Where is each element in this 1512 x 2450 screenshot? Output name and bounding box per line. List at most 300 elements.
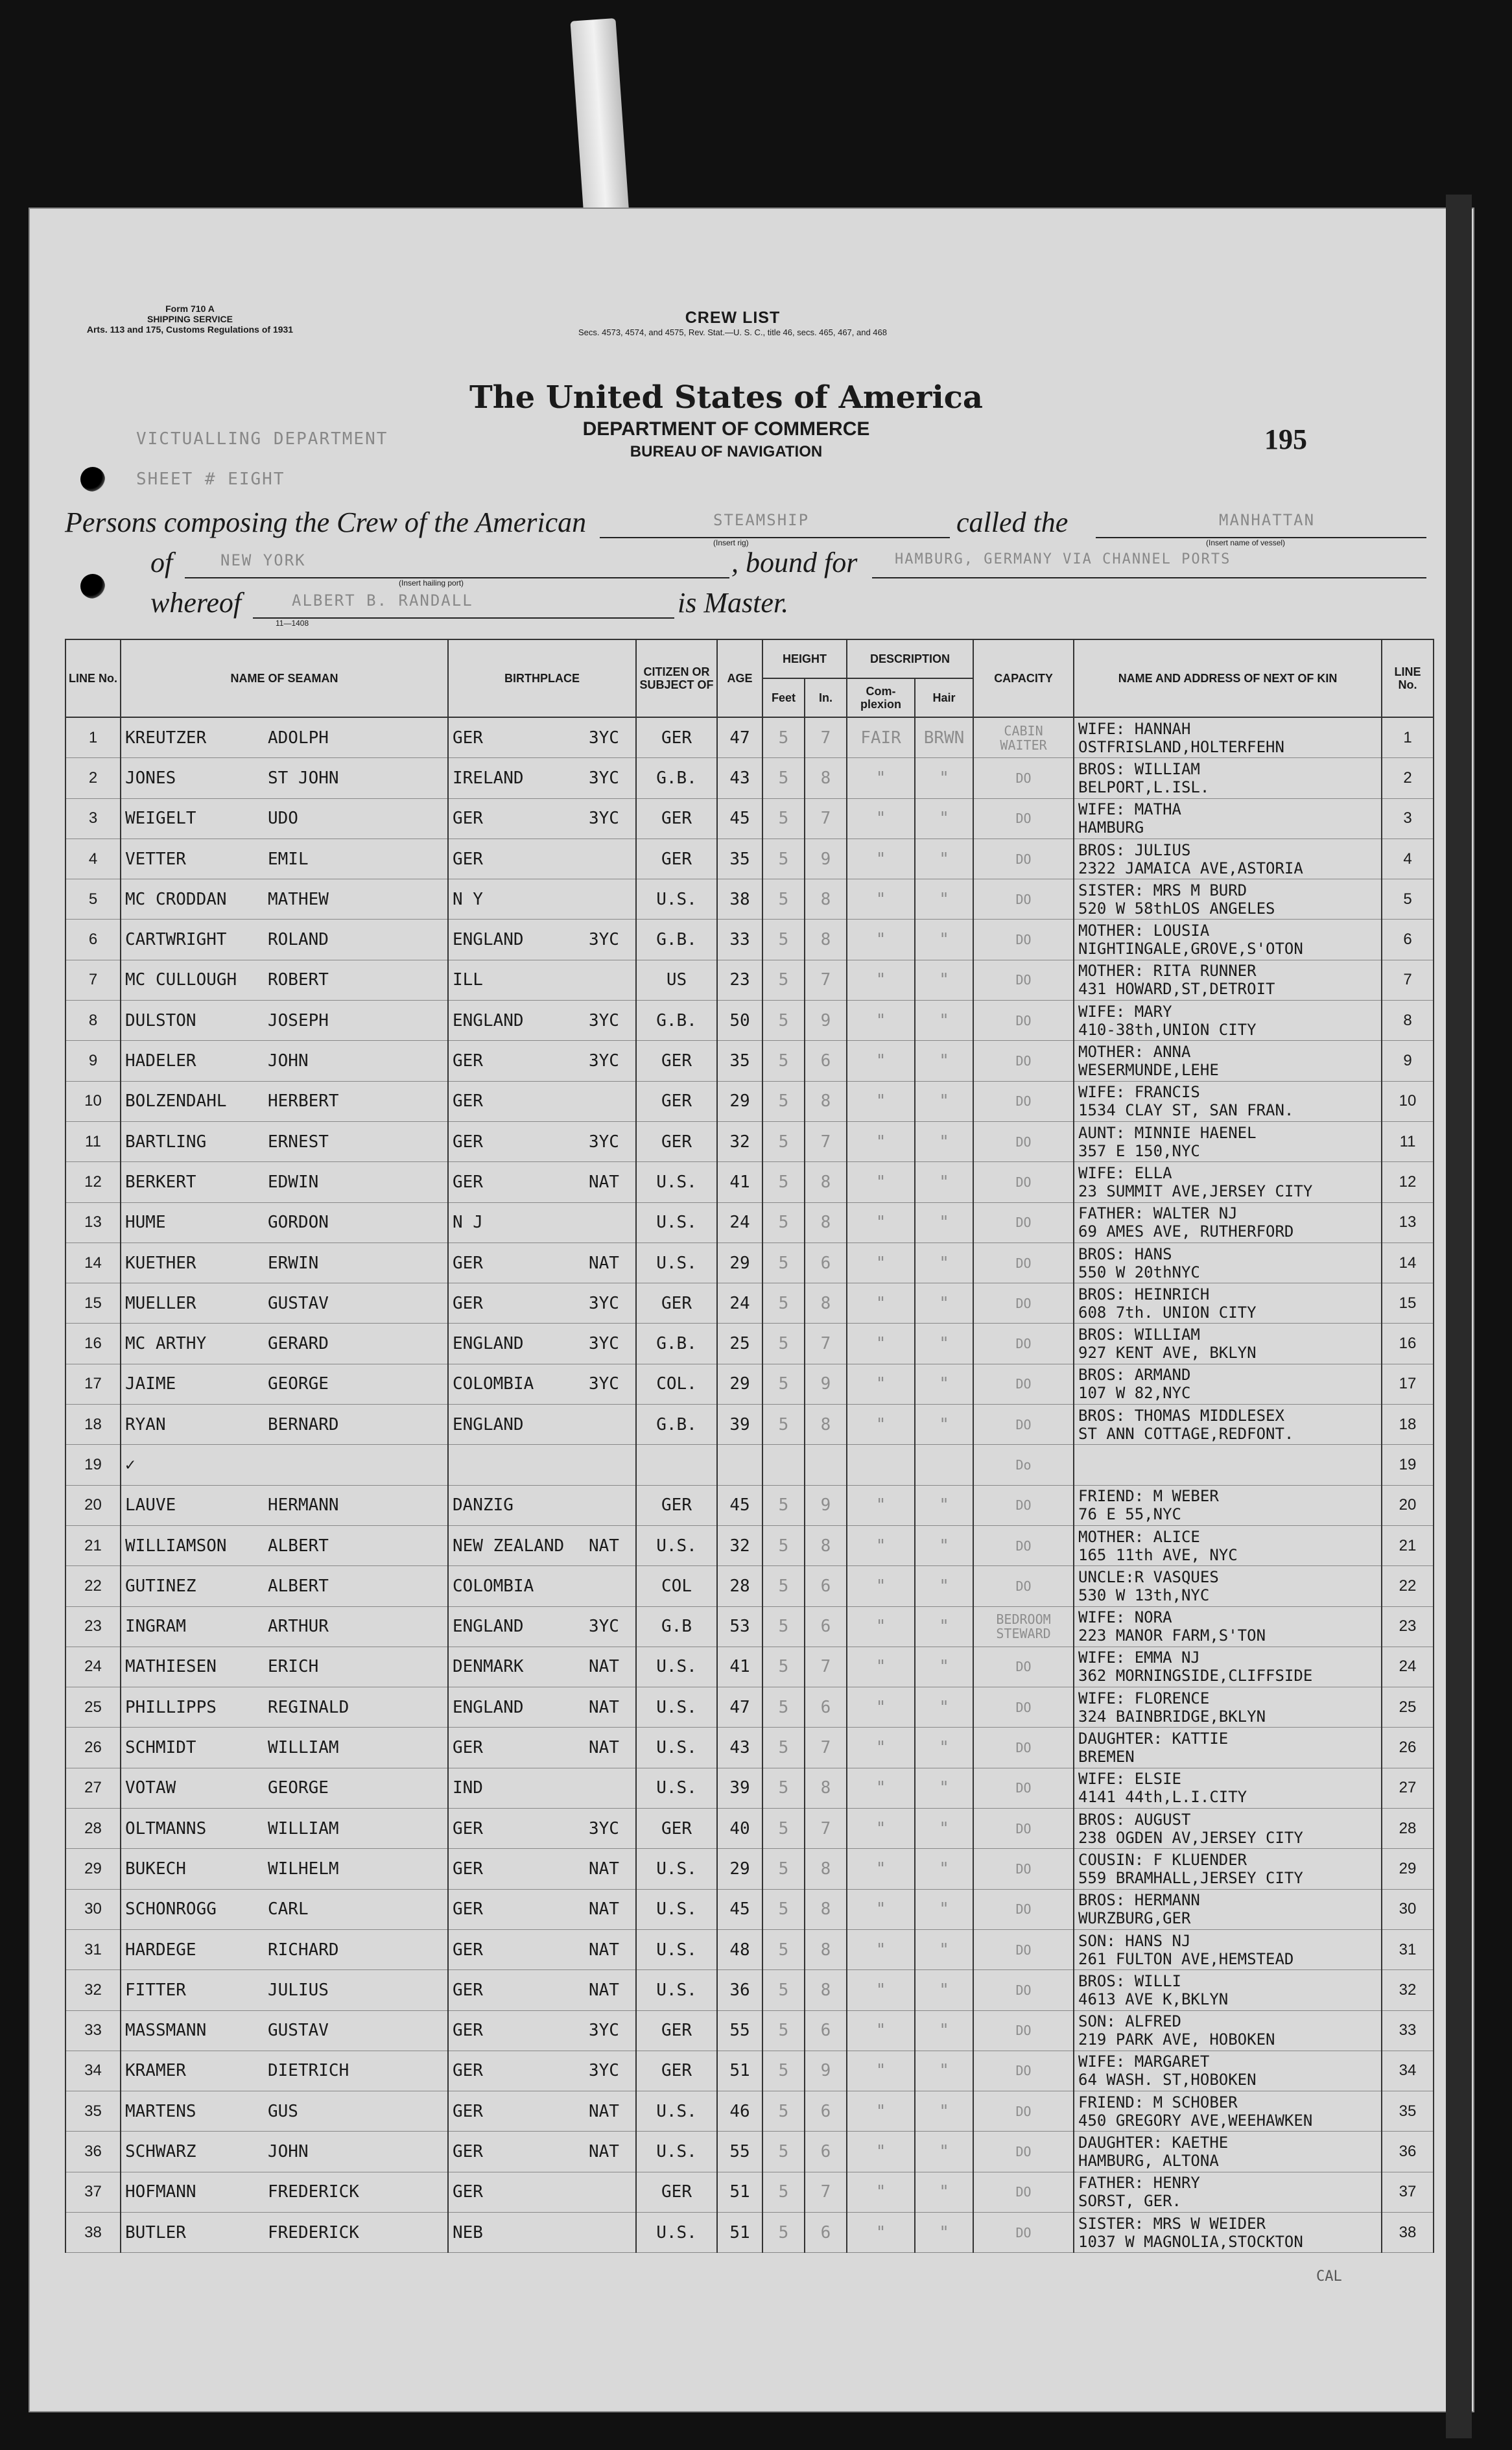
birthplace — [448, 798, 636, 838]
hair: " — [915, 2132, 973, 2172]
seaman-name — [121, 1405, 448, 1445]
birthplace-value: DENMARK — [453, 1657, 524, 1677]
kin-name: DAUGHTER: KATTIE — [1078, 1730, 1229, 1748]
seaman-name — [121, 1647, 448, 1687]
birthplace — [448, 1889, 636, 1929]
next-of-kin — [1074, 1001, 1382, 1041]
capacity: DO — [973, 1647, 1074, 1687]
birthplace-value: NEW ZEALAND — [453, 1536, 565, 1556]
seaman-name — [121, 798, 448, 838]
naturalization: NAT — [589, 2142, 619, 2162]
citizenship: GER — [636, 2010, 717, 2051]
height-feet: 5 — [762, 1809, 805, 1849]
height-feet: 5 — [762, 758, 805, 798]
height-feet: 5 — [762, 920, 805, 960]
surname: WEIGELT — [125, 809, 196, 829]
surname: INGRAM — [125, 1617, 186, 1637]
line-number: 15 — [65, 1283, 121, 1324]
birthplace-value: GER — [453, 1091, 483, 1112]
line-number: 8 — [65, 1001, 121, 1041]
birthplace — [448, 2212, 636, 2252]
next-of-kin — [1074, 1606, 1382, 1647]
naturalization: NAT — [589, 1980, 619, 2000]
hair: " — [915, 1324, 973, 1364]
hair: " — [915, 2010, 973, 2051]
line-number-right: 27 — [1382, 1768, 1434, 1808]
height-inches: 7 — [805, 2172, 847, 2212]
height-inches: 7 — [805, 1809, 847, 1849]
kin-name: BROS: AUGUST — [1078, 1810, 1191, 1829]
age: 36 — [717, 1970, 762, 2010]
line-number-right: 28 — [1382, 1809, 1434, 1849]
citizenship: GER — [636, 1121, 717, 1161]
height-inches: 6 — [805, 1687, 847, 1728]
naturalization: 3YC — [589, 930, 619, 950]
form-title: CREW LIST — [685, 309, 781, 327]
table-row — [65, 838, 1434, 879]
line-number-right: 34 — [1382, 2051, 1434, 2091]
surname: FITTER — [125, 1980, 186, 2000]
height-inches: 6 — [805, 1243, 847, 1283]
birthplace-value: GER — [453, 1132, 483, 1152]
table-row — [65, 2172, 1434, 2212]
surname: BERKERT — [125, 1172, 196, 1192]
capacity: DO — [973, 838, 1074, 879]
kin-address: 608 7th. UNION CITY — [1078, 1303, 1257, 1322]
surname: GUTINEZ — [125, 1576, 196, 1596]
line-number: 35 — [65, 2091, 121, 2132]
table-row — [65, 1647, 1434, 1687]
height-inches: 8 — [805, 758, 847, 798]
surname: MUELLER — [125, 1293, 196, 1313]
height-feet: 5 — [762, 1041, 805, 1081]
seaman-name — [121, 2172, 448, 2212]
citizenship: GER — [636, 2051, 717, 2091]
next-of-kin — [1074, 1445, 1382, 1485]
age: 47 — [717, 717, 762, 758]
surname: MASSMANN — [125, 2021, 207, 2041]
page-edge-shadow — [1446, 195, 1472, 2438]
line-number: 11 — [65, 1121, 121, 1161]
seaman-name — [121, 1001, 448, 1041]
age: 38 — [717, 879, 762, 920]
citizenship: U.S. — [636, 1525, 717, 1565]
master-value: ALBERT B. RANDALL — [292, 591, 473, 610]
naturalization: 3YC — [589, 2061, 619, 2081]
age: 25 — [717, 1324, 762, 1364]
next-of-kin — [1074, 1485, 1382, 1525]
table-row — [65, 1121, 1434, 1161]
table-row — [65, 1809, 1434, 1849]
complexion: " — [847, 920, 915, 960]
birthplace-value: GER — [453, 1738, 483, 1758]
age — [717, 1445, 762, 1485]
hair: " — [915, 960, 973, 1000]
capacity: DO — [973, 879, 1074, 920]
age: 29 — [717, 1364, 762, 1404]
naturalization: 3YC — [589, 768, 619, 788]
age: 43 — [717, 1728, 762, 1768]
line-number: 7 — [65, 960, 121, 1000]
kin-name: MOTHER: ALICE — [1078, 1527, 1200, 1546]
height-inches: 6 — [805, 2212, 847, 2252]
complexion: " — [847, 1081, 915, 1121]
surname: VOTAW — [125, 1778, 176, 1798]
seaman-name — [121, 1525, 448, 1565]
height-inches: 6 — [805, 1566, 847, 1606]
capacity: DO — [973, 1364, 1074, 1404]
naturalization: NAT — [589, 1657, 619, 1677]
kin-address: 219 PARK AVE, HOBOKEN — [1078, 2030, 1275, 2049]
given-name: GUS — [268, 2101, 298, 2121]
height-feet: 5 — [762, 2172, 805, 2212]
line-number: 27 — [65, 1768, 121, 1808]
surname: KREUTZER — [125, 728, 207, 748]
called-label: called the — [956, 506, 1069, 538]
hair: " — [915, 2172, 973, 2212]
kin-name: MOTHER: LOUSIA — [1078, 922, 1210, 940]
naturalization: 3YC — [589, 1617, 619, 1637]
table-row — [65, 1243, 1434, 1283]
line-number: 19 — [65, 1445, 121, 1485]
seaman-name — [121, 960, 448, 1000]
age: 43 — [717, 758, 762, 798]
table-row — [65, 1728, 1434, 1768]
citizenship: GER — [636, 1485, 717, 1525]
height-feet: 5 — [762, 1768, 805, 1808]
line-number: 33 — [65, 2010, 121, 2051]
kin-address: HAMBURG, ALTONA — [1078, 2152, 1219, 2171]
surname: MC ARTHY — [125, 1334, 207, 1354]
citizenship: U.S. — [636, 1647, 717, 1687]
kin-address: 520 W 58thLOS ANGELES — [1078, 899, 1275, 918]
hair: " — [915, 879, 973, 920]
birthplace — [448, 2132, 636, 2172]
line-number: 18 — [65, 1405, 121, 1445]
header-next-of-kin: NAME AND ADDRESS OF NEXT OF KIN — [1074, 639, 1382, 717]
birthplace — [448, 1405, 636, 1445]
given-name: REGINALD — [268, 1697, 349, 1717]
line-number-right: 1 — [1382, 717, 1434, 758]
naturalization: 3YC — [589, 1293, 619, 1313]
capacity: DO — [973, 1566, 1074, 1606]
given-name: EDWIN — [268, 1172, 319, 1192]
birthplace-value: N Y — [453, 889, 483, 909]
hair: " — [915, 1162, 973, 1202]
form-header-left — [57, 303, 323, 335]
surname: BUKECH — [125, 1859, 186, 1879]
capacity: DO — [973, 2051, 1074, 2091]
birthplace — [448, 1324, 636, 1364]
citizenship: COL. — [636, 1364, 717, 1404]
kin-name: FATHER: HENRY — [1078, 2174, 1200, 2193]
capacity: DO — [973, 2091, 1074, 2132]
agency-heading — [454, 379, 998, 461]
citizenship: U.S. — [636, 2132, 717, 2172]
birthplace — [448, 1687, 636, 1728]
header-inches: In. — [805, 678, 847, 717]
line-number-right: 5 — [1382, 879, 1434, 920]
age: 45 — [717, 798, 762, 838]
kin-name: BROS: WILLIAM — [1078, 1326, 1200, 1344]
next-of-kin — [1074, 717, 1382, 758]
line-number-right: 18 — [1382, 1405, 1434, 1445]
kin-address: NIGHTINGALE,GROVE,S'OTON — [1078, 940, 1303, 958]
header-line-no-right: LINE No. — [1382, 639, 1434, 717]
header-description: DESCRIPTION — [847, 639, 973, 678]
given-name: ERICH — [268, 1657, 319, 1677]
given-name: JOSEPH — [268, 1010, 329, 1030]
capacity: DO — [973, 1929, 1074, 1969]
citizenship: U.S. — [636, 1202, 717, 1243]
capacity: DO — [973, 1121, 1074, 1161]
seaman-name — [121, 1243, 448, 1283]
age: 32 — [717, 1525, 762, 1565]
age: 32 — [717, 1121, 762, 1161]
table-row — [65, 1566, 1434, 1606]
given-name: JULIUS — [268, 1980, 329, 2000]
kin-address: 1037 W MAGNOLIA,STOCKTON — [1078, 2232, 1303, 2251]
complexion: " — [847, 758, 915, 798]
line-number-right: 14 — [1382, 1243, 1434, 1283]
next-of-kin — [1074, 1849, 1382, 1889]
kin-name: BROS: HERMANN — [1078, 1891, 1200, 1910]
citizenship: GER — [636, 1081, 717, 1121]
next-of-kin — [1074, 1566, 1382, 1606]
table-row — [65, 1041, 1434, 1081]
next-of-kin — [1074, 2132, 1382, 2172]
kin-address: 107 W 82,NYC — [1078, 1384, 1191, 1403]
height-inches: 8 — [805, 879, 847, 920]
hair: " — [915, 1606, 973, 1647]
height-feet: 5 — [762, 1081, 805, 1121]
age: 23 — [717, 960, 762, 1000]
next-of-kin — [1074, 1647, 1382, 1687]
hair: " — [915, 1243, 973, 1283]
given-name: GEORGE — [268, 1374, 329, 1394]
table-row — [65, 1364, 1434, 1404]
height-inches: 7 — [805, 1728, 847, 1768]
line-number: 26 — [65, 1728, 121, 1768]
line-number-right: 29 — [1382, 1849, 1434, 1889]
line-number: 28 — [65, 1809, 121, 1849]
complexion: " — [847, 1525, 915, 1565]
kin-name: WIFE: MARY — [1078, 1002, 1172, 1021]
kin-name: FRIEND: M WEBER — [1078, 1487, 1219, 1506]
kin-name: WIFE: FLORENCE — [1078, 1689, 1210, 1707]
next-of-kin — [1074, 1405, 1382, 1445]
birthplace-value: ENGLAND — [453, 1334, 524, 1354]
height-inches: 8 — [805, 1768, 847, 1808]
line-number: 22 — [65, 1566, 121, 1606]
port-value: NEW YORK — [220, 551, 306, 569]
next-of-kin — [1074, 1283, 1382, 1324]
header-height: HEIGHT — [762, 639, 847, 678]
height-feet: 5 — [762, 1566, 805, 1606]
next-of-kin — [1074, 879, 1382, 920]
hair: " — [915, 1566, 973, 1606]
complexion: " — [847, 1485, 915, 1525]
height-feet: 5 — [762, 1283, 805, 1324]
capacity: DO — [973, 2132, 1074, 2172]
hair: " — [915, 1202, 973, 1243]
height-feet: 5 — [762, 1162, 805, 1202]
capacity: DO — [973, 1889, 1074, 1929]
form-regulations: Arts. 113 and 175, Customs Regulations of 1931 — [86, 324, 294, 335]
naturalization: 3YC — [589, 1818, 619, 1838]
given-name: GUSTAV — [268, 1293, 329, 1313]
capacity: DO — [973, 960, 1074, 1000]
complexion: " — [847, 838, 915, 879]
height-inches: 7 — [805, 960, 847, 1000]
seaman-name — [121, 717, 448, 758]
complexion: " — [847, 1324, 915, 1364]
citizenship: U.S. — [636, 1162, 717, 1202]
citizenship: U.S. — [636, 1687, 717, 1728]
seaman-name — [121, 1929, 448, 1969]
birthplace — [448, 2010, 636, 2051]
capacity: DO — [973, 1324, 1074, 1364]
table-row — [65, 2010, 1434, 2051]
line-number: 4 — [65, 838, 121, 879]
table-row — [65, 717, 1434, 758]
birthplace — [448, 1041, 636, 1081]
height-inches: 9 — [805, 1485, 847, 1525]
height-inches: 7 — [805, 1324, 847, 1364]
line-number-right: 8 — [1382, 1001, 1434, 1041]
citizenship: GER — [636, 1809, 717, 1849]
birthplace — [448, 1081, 636, 1121]
seaman-name — [121, 1041, 448, 1081]
age: 40 — [717, 1809, 762, 1849]
kin-name: BROS: ARMAND — [1078, 1366, 1191, 1385]
next-of-kin — [1074, 1687, 1382, 1728]
birthplace — [448, 1647, 636, 1687]
surname: WILLIAMSON — [125, 1536, 227, 1556]
birthplace-value: GER — [453, 2101, 483, 2121]
table-row — [65, 1929, 1434, 1969]
kin-address: BELPORT,L.ISL. — [1078, 778, 1210, 796]
height-inches: 9 — [805, 1001, 847, 1041]
bureau-name: BUREAU OF NAVIGATION — [630, 443, 823, 460]
birthplace-value: GER — [453, 1818, 483, 1838]
height-feet: 5 — [762, 1364, 805, 1404]
next-of-kin — [1074, 798, 1382, 838]
print-number: 11—1408 — [276, 619, 309, 628]
surname: LAUVE — [125, 1495, 176, 1516]
kin-name: WIFE: ELSIE — [1078, 1770, 1181, 1789]
line-number: 12 — [65, 1162, 121, 1202]
surname: HOFMANN — [125, 2182, 196, 2202]
surname: JAIME — [125, 1374, 176, 1394]
birthplace-value: IND — [453, 1778, 483, 1798]
complexion: " — [847, 1728, 915, 1768]
capacity: DO — [973, 1243, 1074, 1283]
capacity: BEDROOM STEWARD — [973, 1606, 1074, 1647]
table-row — [65, 1081, 1434, 1121]
surname: HARDEGE — [125, 1940, 196, 1960]
table-row — [65, 1525, 1434, 1565]
hair: " — [915, 1525, 973, 1565]
next-of-kin — [1074, 1162, 1382, 1202]
line-number: 17 — [65, 1364, 121, 1404]
height-inches: 8 — [805, 1283, 847, 1324]
age: 46 — [717, 2091, 762, 2132]
kin-name: SISTER: MRS M BURD — [1078, 881, 1247, 899]
seaman-name — [121, 1889, 448, 1929]
complexion: " — [847, 1041, 915, 1081]
table-row — [65, 798, 1434, 838]
line-number: 21 — [65, 1525, 121, 1565]
capacity: CABIN WAITER — [973, 717, 1074, 758]
seaman-name — [121, 1970, 448, 2010]
kin-address: 238 OGDEN AV,JERSEY CITY — [1078, 1828, 1303, 1847]
height-inches: 6 — [805, 2010, 847, 2051]
kin-address: WESERMUNDE,LEHE — [1078, 1061, 1219, 1080]
birthplace-value: COLOMBIA — [453, 1576, 534, 1596]
citizenship: G.B. — [636, 1324, 717, 1364]
hair: " — [915, 1405, 973, 1445]
naturalization: 3YC — [589, 1132, 619, 1152]
complexion: FAIR — [847, 717, 915, 758]
hair: " — [915, 1809, 973, 1849]
birthplace-value: GER — [453, 809, 483, 829]
height-inches: 7 — [805, 798, 847, 838]
birthplace-value: N J — [453, 1213, 483, 1233]
height-feet: 5 — [762, 1647, 805, 1687]
age: 45 — [717, 1485, 762, 1525]
naturalization: 3YC — [589, 2021, 619, 2041]
citizenship: U.S. — [636, 879, 717, 920]
capacity: DO — [973, 2172, 1074, 2212]
line-number: 30 — [65, 1889, 121, 1929]
hair: " — [915, 920, 973, 960]
surname: SCHWARZ — [125, 2142, 196, 2162]
line-number-right: 10 — [1382, 1081, 1434, 1121]
table-row — [65, 1324, 1434, 1364]
citizenship: G.B. — [636, 920, 717, 960]
age: 50 — [717, 1001, 762, 1041]
next-of-kin — [1074, 1809, 1382, 1849]
naturalization: 3YC — [589, 1051, 619, 1071]
height-inches: 8 — [805, 1525, 847, 1565]
line-number-right: 17 — [1382, 1364, 1434, 1404]
age: 35 — [717, 1041, 762, 1081]
citizenship: U.S. — [636, 1849, 717, 1889]
birthplace — [448, 1929, 636, 1969]
header-line-no: LINE No. — [65, 639, 121, 717]
table-row — [65, 1445, 1434, 1485]
kin-name: WIFE: FRANCIS — [1078, 1083, 1200, 1102]
citizenship: COL — [636, 1566, 717, 1606]
citizenship: U.S. — [636, 1970, 717, 2010]
surname: PHILLIPPS — [125, 1697, 217, 1717]
seaman-name — [121, 2010, 448, 2051]
punch-hole — [80, 574, 105, 599]
line-number: 13 — [65, 1202, 121, 1243]
citizenship: US — [636, 960, 717, 1000]
department-stamp: VICTUALLING DEPARTMENT — [136, 429, 388, 449]
kin-address: 559 BRAMHALL,JERSEY CITY — [1078, 1868, 1303, 1887]
height-inches — [805, 1445, 847, 1485]
line-number-right: 23 — [1382, 1606, 1434, 1647]
seaman-name — [121, 1202, 448, 1243]
line-number-right: 4 — [1382, 838, 1434, 879]
birthplace-value: GER — [453, 728, 483, 748]
surname: KUETHER — [125, 1253, 196, 1273]
line-number-right: 35 — [1382, 2091, 1434, 2132]
line-number-right: 24 — [1382, 1647, 1434, 1687]
